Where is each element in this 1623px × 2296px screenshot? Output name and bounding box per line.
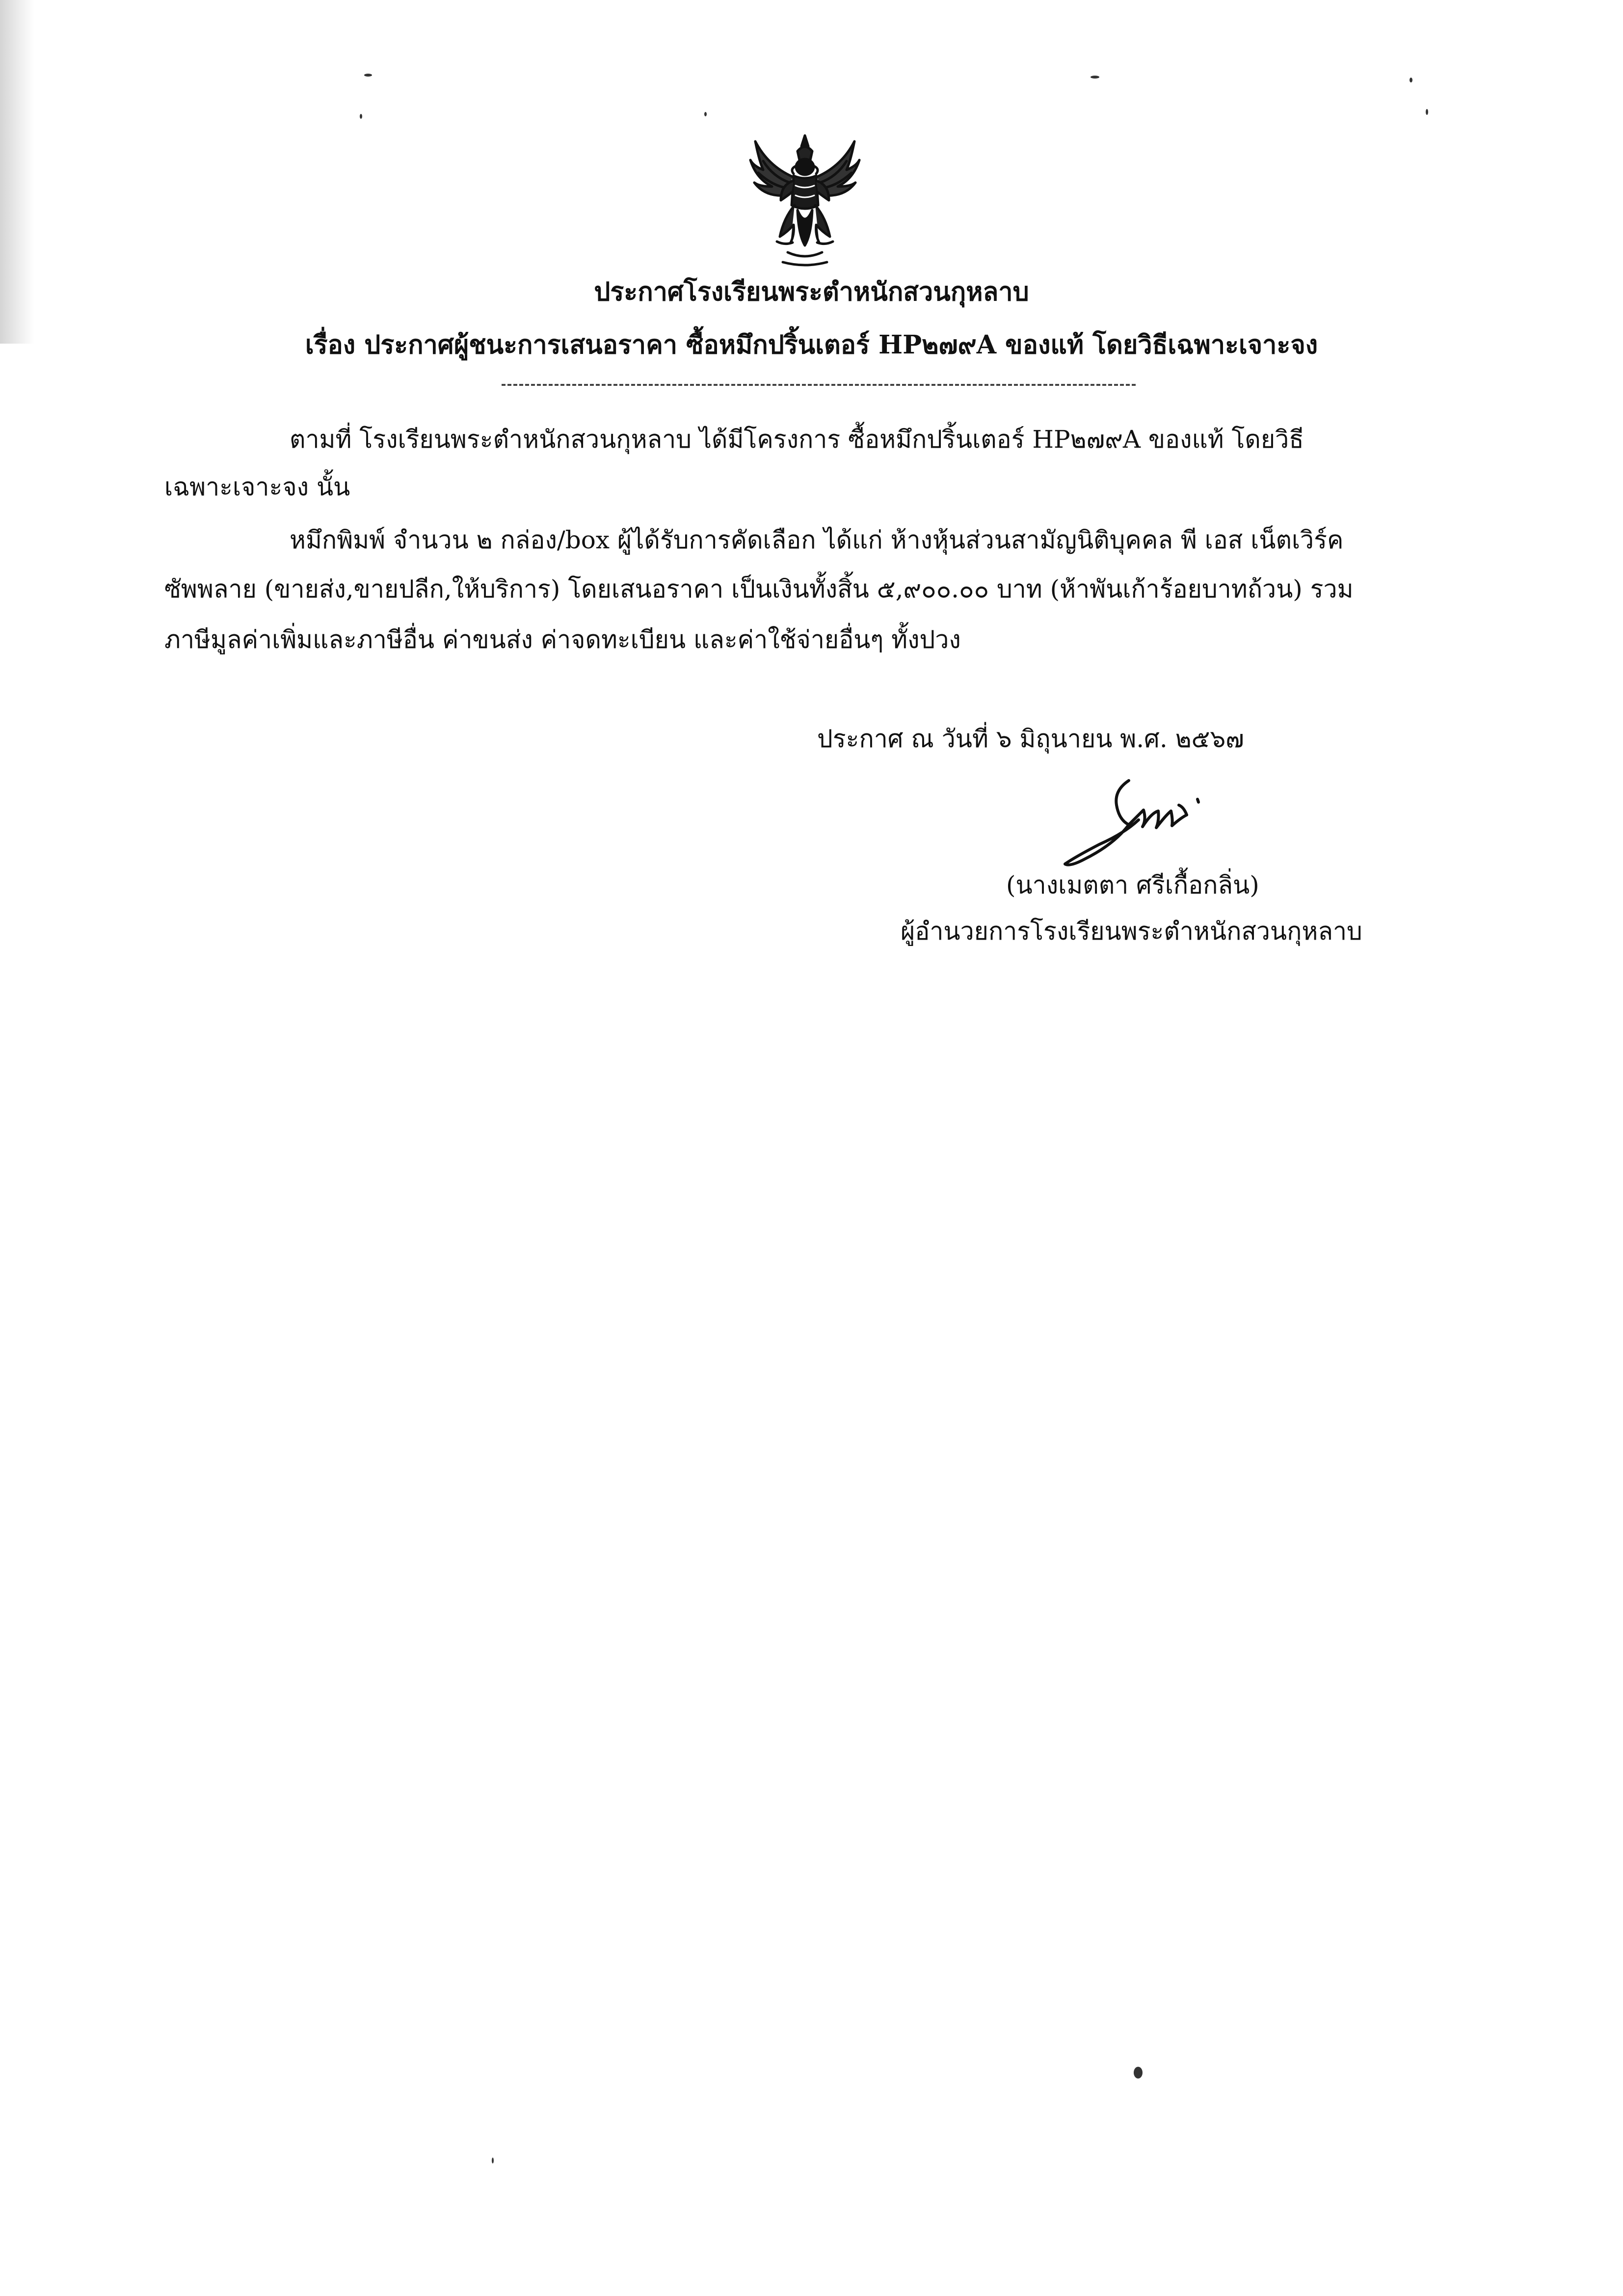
announcement-date: ประกาศ ณ วันที่ ๖ มิถุนายน พ.ศ. ๒๕๖๗ — [817, 725, 1244, 753]
document-subject: เรื่อง ประกาศผู้ชนะการเสนอราคา ซื้อหมึกปริ้นเตอร์ HP๒๗๙A ของแท้ โดยวิธีเฉพาะเจาะจง — [305, 330, 1318, 360]
scan-speck — [1134, 2067, 1143, 2079]
garuda-emblem-icon — [748, 132, 861, 267]
scan-speck — [704, 112, 707, 116]
scan-speck — [364, 74, 372, 77]
paragraph-1-line-1: ตามที่ โรงเรียนพระตำหนักสวนกุหลาบ ได้มีโครงการ ซื้อหมึกปริ้นเตอร์ HP๒๗๙A ของแท้ โดยวิธี — [290, 425, 1304, 454]
paragraph-2-line-3: ภาษีมูลค่าเพิ่มและภาษีอื่น ค่าขนส่ง ค่าจดทะเบียน และค่าใช้จ่ายอื่นๆ ทั้งปวง — [164, 625, 961, 654]
signer-position: ผู้อำนวยการโรงเรียนพระตำหนักสวนกุหลาบ — [901, 917, 1362, 945]
paragraph-2-line-2: ซัพพลาย (ขายส่ง,ขายปลีก,ให้บริการ) โดยเสนอราคา เป็นเงินทั้งสิ้น ๕,๙๐๐.๐๐ บาท (ห้าพันเก้าร้อยบาทถ้วน) รวม — [164, 575, 1354, 603]
scan-speck — [1410, 78, 1412, 82]
scan-speck — [1091, 76, 1099, 79]
signer-name: (นางเมตตา ศรีเกื้อกลิ่น) — [1006, 871, 1259, 899]
handwritten-signature-icon — [1055, 771, 1217, 874]
document-title: ประกาศโรงเรียนพระตำหนักสวนกุหลาบ — [594, 277, 1029, 307]
scan-speck — [492, 2158, 494, 2163]
scan-speck — [1426, 109, 1428, 115]
paragraph-2-line-1: หมึกพิมพ์ จำนวน ๒ กล่อง/box ผู้ได้รับการคัดเลือก ได้แก่ ห้างหุ้นส่วนสามัญนิติบุคคล พี เอส เน็ตเวิร์ค — [290, 526, 1344, 554]
header-divider — [502, 384, 1136, 386]
paragraph-1-line-2: เฉพาะเจาะจง นั้น — [164, 473, 350, 501]
scan-speck — [360, 114, 362, 119]
